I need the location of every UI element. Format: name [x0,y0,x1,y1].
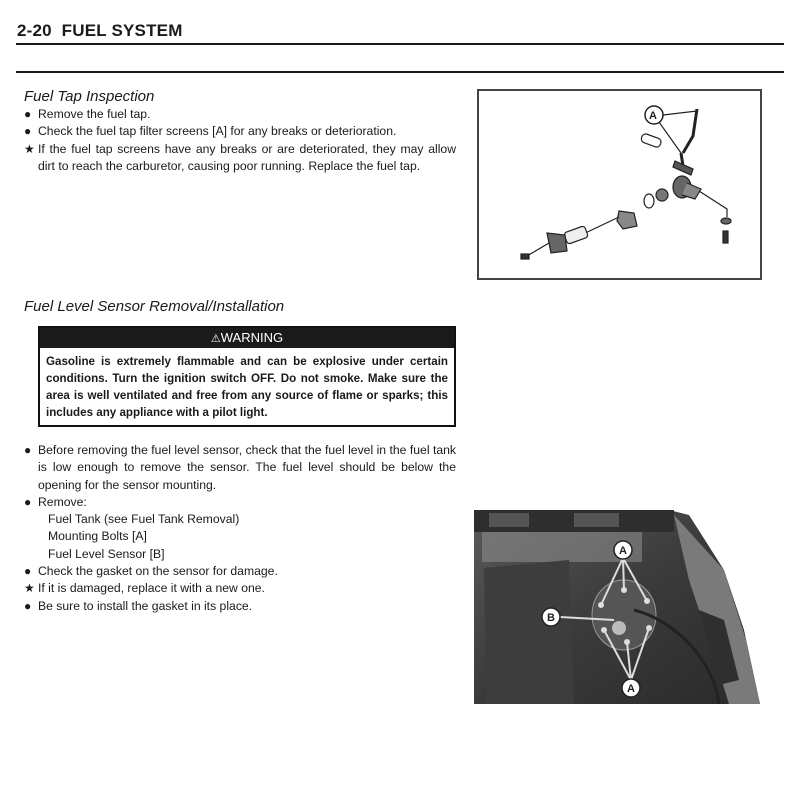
step-item [24,106,456,123]
fuel-level-sensor-photo [474,510,760,704]
step-text: Check the gasket on the sensor for damage. [38,564,278,579]
step-text: Before removing the fuel level sensor, check that the fuel level in the fuel tank is low enough to remove the sensor. The fuel level should be below the opening for the sensor mounting. [38,443,456,492]
step-text: If the fuel tap screens have any breaks or are deteriorated, they may allow dirt to reach the carburetor, causing poor running. Replace the fuel tap. [38,141,456,173]
warning-box [38,326,456,427]
remove-list-item: Fuel Level Sensor [B] [48,546,165,561]
star-icon: ★ [24,581,35,596]
step-item [24,494,456,511]
step-item [24,580,456,597]
section-title-fuel-level-sensor: Fuel Level Sensor Removal/Installation [24,298,285,315]
warning-text: Gasoline is extremely flammable and can be explosive under certain conditions. Turn the ignition switch OFF. Do not smoke. Make sure the area is well ventilated and free from any source of flame or sparks; this includes any appliance with a pilot light. [46,355,448,419]
page-header-title: 2-20 FUEL SYSTEM [17,21,183,40]
header-rule-top [16,43,784,45]
callout-a-top: A [619,545,627,557]
section2-steps [24,442,456,615]
bullet-icon: ● [24,107,32,121]
remove-list-item: Mounting Bolts [A] [48,529,147,544]
star-icon: ★ [24,141,35,156]
callout-a: A [649,110,657,122]
fuel-tap-exploded-diagram [477,89,762,280]
callout-b: B [547,612,555,624]
bullet-icon: ● [24,124,32,139]
warning-header [40,328,454,348]
step-item [24,123,456,140]
step-text: Remove: [38,494,87,509]
step-item [24,563,456,580]
warning-triangle-icon: ⚠ [210,333,221,345]
bullet-icon: ● [24,598,32,613]
warning-heading: WARNING [220,330,284,345]
bullet-icon: ● [24,494,32,509]
step-item [24,141,456,176]
section-title-fuel-tap-inspection: Fuel Tap Inspection [24,88,155,105]
header-rule-bottom [16,71,784,73]
step-text: Be sure to install the gasket in its place. [38,598,253,613]
bullet-icon: ● [24,564,32,579]
section1-steps [24,106,456,175]
step-text: Remove the fuel tap. [38,107,151,121]
step-text: Check the fuel tap filter screens [A] for any breaks or deterioration. [38,124,397,139]
step-item [24,598,456,615]
step-text: If it is damaged, replace it with a new one. [38,581,265,596]
callout-a-bottom: A [627,683,635,695]
fuel-tap-diagram-icon [479,91,760,278]
sensor-photo-icon [474,510,760,704]
step-item [24,442,456,494]
bullet-icon: ● [24,443,32,457]
remove-list-item: Fuel Tank (see Fuel Tank Removal) [48,512,240,527]
